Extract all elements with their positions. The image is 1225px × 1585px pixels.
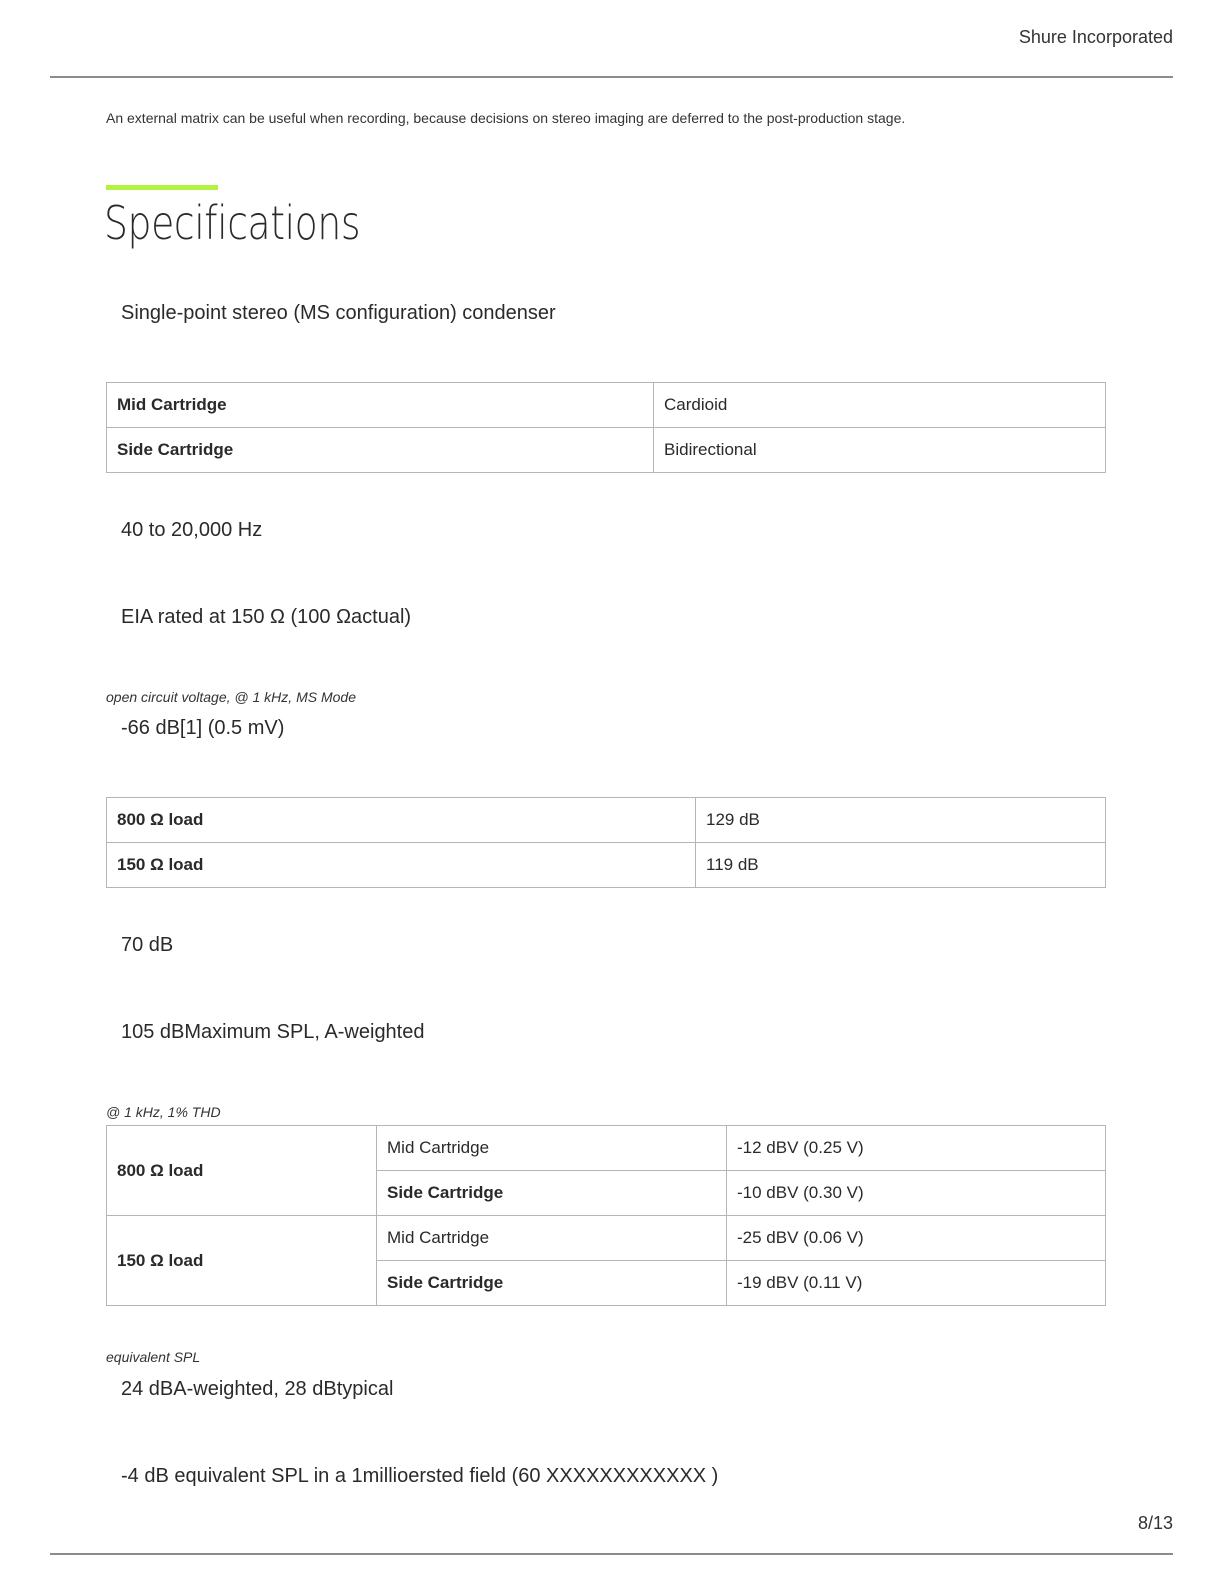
footer-divider xyxy=(50,1553,1173,1555)
table-cell-value: -12 dBV (0.25 V) xyxy=(727,1126,1106,1171)
table-cell-value: 129 dB xyxy=(696,798,1106,843)
table-cell-value: 119 dB xyxy=(696,843,1106,888)
table-row xyxy=(107,1216,1106,1261)
intro-paragraph: An external matrix can be useful when recording, because decisions on stereo imaging are deferred to the post-production stage. xyxy=(106,110,906,126)
header-company-name: Shure Incorporated xyxy=(1018,27,1173,47)
spec-self-noise: 24 dBA-weighted, 28 dBtypical xyxy=(121,1378,394,1400)
table-cell-value: -25 dBV (0.06 V) xyxy=(727,1216,1106,1261)
clipping-level-table xyxy=(106,1125,1106,1306)
self-noise-note: equivalent SPL xyxy=(106,1349,201,1365)
header-divider xyxy=(50,76,1173,78)
table-row xyxy=(107,1126,1106,1171)
table-cell-cartridge: Mid Cartridge xyxy=(377,1126,727,1171)
table-cell-value: Bidirectional xyxy=(654,428,1106,473)
spec-signal-to-noise: 70 dB xyxy=(121,934,174,956)
table-cell-label: 800 Ω load xyxy=(107,798,696,843)
section-title: Specifications xyxy=(104,196,361,250)
table-cell-label: 150 Ω load xyxy=(107,843,696,888)
spec-frequency-response: 40 to 20,000 Hz xyxy=(121,519,263,541)
table-cell-cartridge: Mid Cartridge xyxy=(377,1216,727,1261)
table-cell-label: Mid Cartridge xyxy=(107,383,654,428)
table-cell-load: 800 Ω load xyxy=(107,1126,377,1216)
table-row xyxy=(107,798,1106,843)
spec-hum-pickup: -4 dB equivalent SPL in a 1millioersted field (60 XXXXXXXXXXXX ) xyxy=(121,1465,719,1487)
table-row xyxy=(107,428,1106,473)
table-cell-value: -10 dBV (0.30 V) xyxy=(727,1171,1106,1216)
spec-type: Single-point stereo (MS configuration) condenser xyxy=(121,302,556,324)
spec-impedance: EIA rated at 150 Ω (100 Ωactual) xyxy=(121,606,412,628)
table-cell-value: -19 dBV (0.11 V) xyxy=(727,1261,1106,1306)
spec-sensitivity: -66 dB[1] (0.5 mV) xyxy=(121,717,285,739)
table-row xyxy=(107,843,1106,888)
table-cell-value: Cardioid xyxy=(654,383,1106,428)
table-cell-cartridge: Side Cartridge xyxy=(377,1171,727,1216)
max-spl-table xyxy=(106,797,1106,888)
page-number: 8/13 xyxy=(1137,1513,1173,1533)
table-cell-load: 150 Ω load xyxy=(107,1216,377,1306)
table-row xyxy=(107,383,1106,428)
polar-pattern-table xyxy=(106,382,1106,473)
sensitivity-note: open circuit voltage, @ 1 kHz, MS Mode xyxy=(106,689,356,705)
spec-dynamic-range: 105 dBMaximum SPL, A-weighted xyxy=(121,1021,425,1043)
table-cell-label: Side Cartridge xyxy=(107,428,654,473)
section-accent-bar xyxy=(106,185,218,190)
clipping-note: @ 1 kHz, 1% THD xyxy=(106,1104,221,1120)
table-cell-cartridge: Side Cartridge xyxy=(377,1261,727,1306)
